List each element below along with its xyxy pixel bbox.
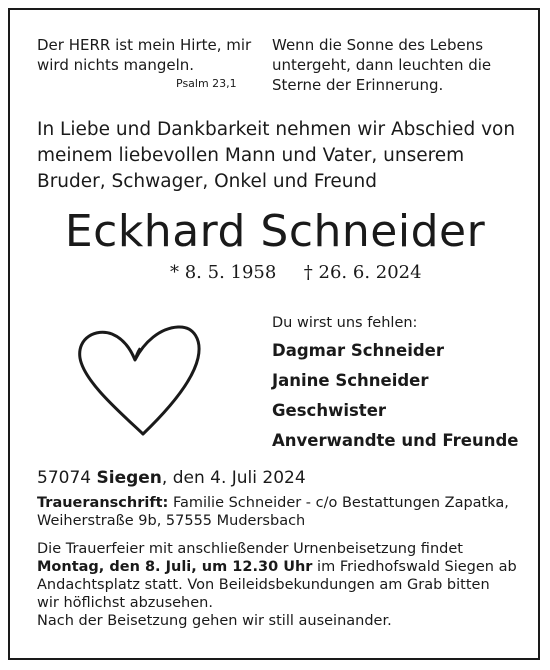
ceremony-line: Nach der Beisetzung gehen wir still auseinander. xyxy=(37,613,392,629)
mourner-name: Janine Schneider xyxy=(272,371,429,390)
deceased-name: Eckhard Schneider xyxy=(64,206,486,257)
intro-text xyxy=(37,117,515,195)
ceremony-block xyxy=(37,540,517,630)
verse-right-line: Wenn die Sonne des Lebens xyxy=(272,36,484,54)
cross-icon: † xyxy=(303,262,313,283)
birth-date: * 8. 5. 1958 xyxy=(170,262,277,283)
mourner-name: Dagmar Schneider xyxy=(272,341,444,360)
mourners-intro: Du wirst uns fehlen: xyxy=(272,315,418,331)
verse-source: Psalm 23,1 xyxy=(176,77,237,90)
address-block xyxy=(37,494,509,530)
ceremony-line: im Friedhofswald Siegen ab xyxy=(312,559,517,575)
place-date xyxy=(37,468,306,488)
intro-line: In Liebe und Dankbarkeit nehmen wir Abschied von xyxy=(37,119,516,140)
verse-left-line: Der HERR ist mein Hirte, mir xyxy=(37,36,252,54)
ceremony-datetime: Montag, den 8. Juli, um 12.30 Uhr xyxy=(37,559,313,575)
date: , den 4. Juli 2024 xyxy=(161,468,306,488)
ceremony-line: wir höflichst abzusehen. xyxy=(37,595,213,611)
address-label: Traueranschrift: xyxy=(37,495,169,511)
ceremony-line: Die Trauerfeier mit anschließender Urnenbeisetzung findet xyxy=(37,541,463,557)
address-line: Familie Schneider - c/o Bestattungen Zapatka, xyxy=(168,495,509,511)
heart-outline-icon xyxy=(74,322,204,440)
intro-line: Bruder, Schwager, Onkel und Freund xyxy=(37,171,378,192)
mourner-name: Anverwandte und Freunde xyxy=(272,431,519,450)
mourner-name: Geschwister xyxy=(272,401,387,420)
verse-left xyxy=(37,35,251,75)
verse-right-line: Sterne der Erinnerung. xyxy=(272,76,444,94)
intro-line: meinem liebevollen Mann und Vater, unserem xyxy=(37,145,465,166)
verse-right xyxy=(272,35,491,95)
dates xyxy=(170,262,422,283)
city: Siegen xyxy=(96,468,162,488)
address-line: Weiherstraße 9b, 57555 Mudersbach xyxy=(37,513,306,529)
verse-left-line: wird nichts mangeln. xyxy=(37,56,195,74)
verse-right-line: untergeht, dann leuchten die xyxy=(272,56,492,74)
postcode: 57074 xyxy=(37,468,92,488)
death-date: 26. 6. 2024 xyxy=(318,262,422,283)
ceremony-line: Andachtsplatz statt. Von Beileidsbekundungen am Grab bitten xyxy=(37,577,490,593)
